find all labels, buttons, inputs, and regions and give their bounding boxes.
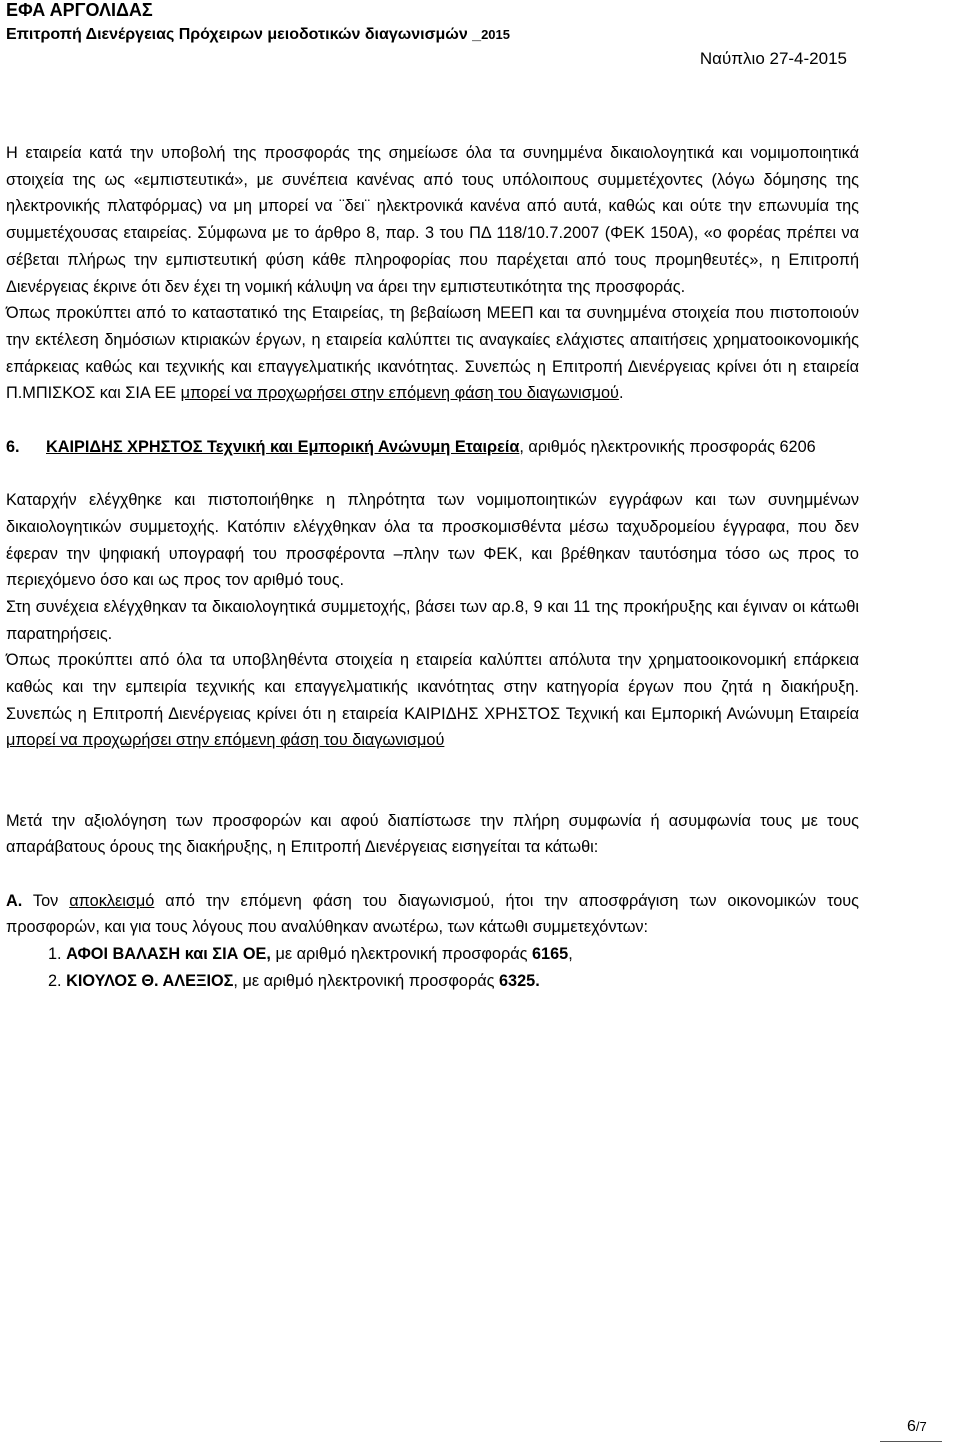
bidder-name: ΚΑΙΡΙΔΗΣ ΧΡΗΣΤΟΣ Τεχνική και Εμπορική Ανώνυμη Εταιρεία bbox=[46, 437, 520, 456]
page-total: /7 bbox=[915, 1419, 927, 1434]
page-number bbox=[907, 1418, 927, 1436]
kairidis-proceed-link: μπορεί να προχωρήσει στην επόμενη φάση του διαγωνισμού bbox=[6, 731, 445, 750]
header-committee bbox=[6, 26, 510, 44]
header-organization: ΕΦΑ ΑΡΓΟΛΙΔΑΣ bbox=[6, 0, 153, 20]
paragraph-requirements-check: Στη συνέχεια ελέγχθηκαν τα δικαιολογητικά συμμετοχής, βάσει των αρ.8, 9 και 11 της προκήρυξης και έγιναν οι κάτωθι παρατηρήσεις. bbox=[6, 597, 859, 643]
paragraph-documents-check: Καταρχήν ελέγχθηκε και πιστοποιήθηκε η πληρότητα των νομιμοποιητικών εγγράφων και των συνημμένων δικαιολογητικών συμμετοχής. Κατόπιν ελέγχθηκαν όλα τα προσκομισθέντα μέσω ταχυδρομείου έγγραφα, που δεν έφεραν την ψηφιακή υπογραφή του προσφέροντα –πλην των ΦΕΚ, και βρέθηκαν ταυτόσημα τόσο ως προς το περιεχόμενο όσο και ως προς τον αριθμό τους. bbox=[6, 491, 859, 590]
committee-name: Επιτροπή Διενέργειας Πρόχειρων μειοδοτικών διαγωνισμών _ bbox=[6, 26, 482, 43]
excluded-bidder-mid: με αριθμό ηλεκτρονική προσφοράς bbox=[270, 945, 532, 964]
page-current: 6 bbox=[907, 1418, 916, 1435]
paragraph-biskos-evaluation bbox=[6, 300, 859, 407]
section-letter: Α. bbox=[6, 891, 23, 910]
excluded-bidder-mid: , με αριθμό ηλεκτρονική προσφοράς bbox=[233, 971, 499, 990]
excluded-bidder-offer: 6165 bbox=[532, 945, 569, 964]
list-number: 1. bbox=[48, 945, 62, 964]
committee-year: 2015 bbox=[481, 27, 510, 42]
place-date: Ναύπλιο 27-4-2015 bbox=[699, 49, 847, 68]
excluded-bidder-offer: 6325. bbox=[499, 971, 540, 990]
paragraph-conclusion: Μετά την αξιολόγηση των προσφορών και αφού διαπίστωσε την πλήρη συμφωνία ή ασυμφωνία τους με τους απαράβατους όρους της διακήρυξης, η Επιτροπή Διενέργειας εισηγείται τα κάτωθι: bbox=[6, 811, 859, 857]
biskos-end: . bbox=[618, 384, 624, 403]
exclusion-text: από την επόμενη φάση του διαγωνισμού, ήτοι την αποσφράγιση των οικονομικών τους προσφορών, και για τους λόγους που αναλύθηκαν ανωτέρω, των κάτωθι συμμετεχόντων: bbox=[6, 891, 860, 937]
biskos-proceed-link: μπορεί να προχωρήσει στην επόμενη φάση του διαγωνισμού bbox=[180, 384, 619, 403]
bidder-offer: , αριθμός ηλεκτρονικής προσφοράς 6206 bbox=[519, 437, 816, 456]
bidder-item-6 bbox=[6, 434, 859, 461]
excluded-bidder-name: ΑΦΟΙ ΒΑΛΑΣΗ και ΣΙΑ ΟΕ, bbox=[66, 945, 271, 964]
excluded-bidder-1 bbox=[6, 941, 859, 968]
biskos-text: Όπως προκύπτει από το καταστατικό της Εταιρείας, τη βεβαίωση ΜΕΕΠ και τα συνημμένα στοιχεία που πιστοποιούν την εκτέλεση δημόσιων κτιριακών έργων, η εταιρεία καλύπτει τις αναγκαίες ελάχιστες απαιτήσεις χρηματοοικονομικής επάρκειας καθώς και τεχνικής και επαγγελματικής ικανότητας. Συνεπώς η Επιτροπή Διενέργειας κρίνει ότι η εταιρεία Π.ΜΠΙΣΚΟΣ και ΣΙΑ ΕΕ bbox=[6, 304, 859, 403]
page-number-rule bbox=[880, 1441, 942, 1442]
excluded-bidder-end: , bbox=[568, 945, 573, 964]
paragraph-exclusion bbox=[6, 888, 859, 941]
excluded-bidder-2 bbox=[6, 968, 859, 995]
excluded-bidder-name: ΚΙΟΥΛΟΣ Θ. ΑΛΕΞΙΟΣ bbox=[66, 971, 234, 990]
exclusion-word: αποκλεισμό bbox=[69, 891, 155, 910]
paragraph-confidentiality: Η εταιρεία κατά την υποβολή της προσφοράς της σημείωσε όλα τα συνημμένα δικαιολογητικά και νομιμοποιητικά στοιχεία της ως «εμπιστευτικά», με συνέπεια κανένας από τους υπόλοιπους συμμετέχοντες (λόγω δόμησης της ηλεκτρονικής πλατφόρμας) να μη μπορεί να ¨δει¨ ηλεκτρονικά κανένα από αυτά, καθώς και ούτε την επωνυμία της συμμετέχουσας εταιρείας. Σύμφωνα με το άρθρο 8, παρ. 3 του ΠΔ 118/10.7.2007 (ΦΕΚ 150Α), «ο φορέας πρέπει να σέβεται πλήρως την εμπιστευτική φύση κάθε πληροφορίας που παρέχεται από τους προμηθευτές», η Επιτροπή Διενέργειας έκρινε ότι δεν έχει τη νομική κάλυψη να άρει την εμπιστευτικότητα της προσφοράς. bbox=[6, 144, 859, 296]
exclusion-pre: Τον bbox=[22, 891, 70, 910]
document-body bbox=[6, 140, 859, 994]
paragraph-kairidis-evaluation bbox=[6, 647, 859, 754]
list-number: 2. bbox=[48, 971, 62, 990]
kairidis-text: Όπως προκύπτει από όλα τα υποβληθέντα στοιχεία η εταιρεία καλύπτει απόλυτα την χρηματοοικονομική επάρκεια καθώς και την εμπειρία τεχνικής και επαγγελματικής ικανότητας στην κατηγορία έργων που ζητά η διακήρυξη. Συνεπώς η Επιτροπή Διενέργειας κρίνει ότι η εταιρεία ΚΑΙΡΙΔΗΣ ΧΡΗΣΤΟΣ Τεχνική και Εμπορική Ανώνυμη Εταιρεία bbox=[6, 651, 859, 723]
item-number: 6. bbox=[6, 437, 20, 456]
